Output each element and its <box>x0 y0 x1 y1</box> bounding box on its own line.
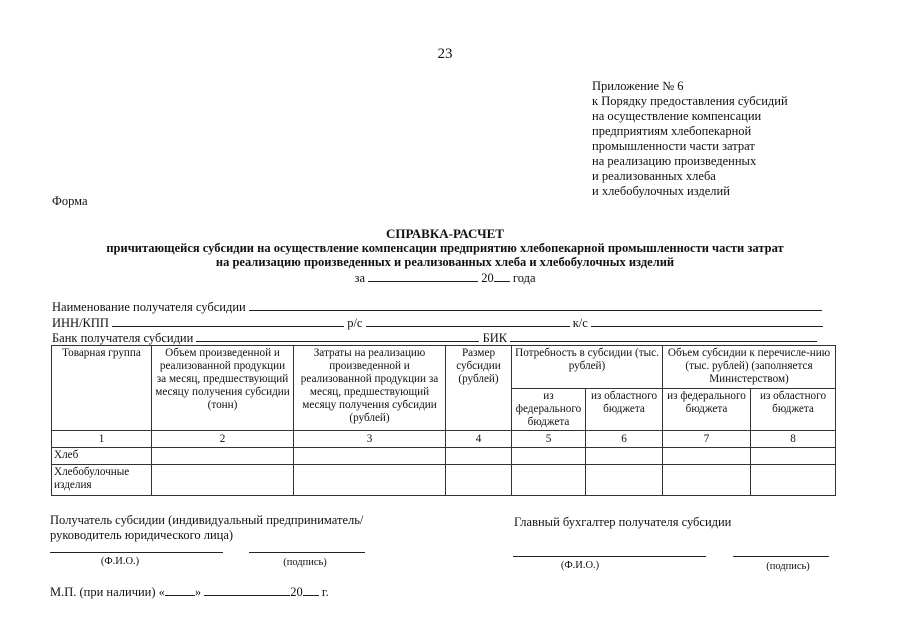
date-close-quote: » <box>194 585 202 599</box>
table-row <box>52 448 836 465</box>
table-cell[interactable] <box>512 448 586 465</box>
column-number: 2 <box>152 431 294 448</box>
table-cell[interactable] <box>446 465 512 496</box>
column-number: 8 <box>751 431 836 448</box>
table-cell[interactable] <box>294 465 446 496</box>
header-costs: Затраты на реализацию произведенной и реализованной продукции за месяц, предшествующий месяцу получения субсидии (рублей) <box>294 346 446 431</box>
appendix-line: на осуществление компенсации <box>592 109 762 123</box>
header-product-group: Товарная группа <box>52 346 152 431</box>
recipient-signature-line[interactable] <box>249 552 365 553</box>
bank-row <box>52 330 817 346</box>
column-number: 3 <box>294 431 446 448</box>
row-label-bakery-products: Хлебобулочные изделия <box>52 465 152 496</box>
bank-blank[interactable] <box>196 330 479 342</box>
account-blank[interactable] <box>366 315 570 327</box>
column-number: 6 <box>586 431 663 448</box>
header-transfer-regional: из областного бюджета <box>751 389 836 431</box>
row-label-bread: Хлеб <box>52 448 152 465</box>
inn-kpp-label: ИНН/КПП <box>52 316 109 330</box>
table-cell[interactable] <box>751 465 836 496</box>
page-number: 23 <box>437 46 453 62</box>
table-cell[interactable] <box>663 465 751 496</box>
stamp-date-line <box>50 584 329 600</box>
recipient-name-label: Наименование получателя субсидии <box>52 300 246 314</box>
account-label: р/с <box>347 316 363 330</box>
recipient-name-blank[interactable] <box>249 299 822 311</box>
form-label: Форма <box>52 194 88 208</box>
table-cell[interactable] <box>663 448 751 465</box>
table-cell[interactable] <box>586 448 663 465</box>
table-cell[interactable] <box>586 465 663 496</box>
header-transfer-federal: из федерального бюджета <box>663 389 751 431</box>
header-subsidy-size: Размер субсидии (рублей) <box>446 346 512 431</box>
bank-label: Банк получателя субсидии <box>52 331 194 345</box>
document-subtitle-line-1: причитающейся субсидии на осуществление компенсации предприятию хлебопекарной промышленности части затрат <box>106 241 784 255</box>
recipient-fio-line[interactable] <box>50 552 223 553</box>
appendix-line: и реализованных хлеба <box>592 169 716 183</box>
table-cell[interactable] <box>512 465 586 496</box>
period-prefix: за <box>354 271 365 285</box>
header-volume: Объем произведенной и реализованной продукции за месяц, предшествующий месяцу получения субсидии (тонн) <box>152 346 294 431</box>
period-month-blank[interactable] <box>368 270 478 282</box>
date-open-quote: « <box>158 585 165 599</box>
column-number: 4 <box>446 431 512 448</box>
period-line <box>0 270 890 286</box>
table-cell[interactable] <box>751 448 836 465</box>
date-year-prefix: 20 <box>290 585 303 599</box>
title-block <box>0 226 890 286</box>
document-title: СПРАВКА-РАСЧЕТ <box>386 226 504 241</box>
period-year-prefix: 20 <box>481 271 494 285</box>
recipient-name-row <box>52 299 822 315</box>
appendix-reference <box>592 79 788 199</box>
date-year-suffix: г. <box>321 585 329 599</box>
recipient-fio-caption: (Ф.И.О.) <box>100 556 140 567</box>
date-day-blank[interactable] <box>165 584 195 596</box>
appendix-line: и хлебобулочных изделий <box>592 184 730 198</box>
date-year-blank[interactable] <box>303 584 319 596</box>
bik-label: БИК <box>482 331 508 345</box>
column-number: 5 <box>512 431 586 448</box>
column-number: 7 <box>663 431 751 448</box>
header-need-regional: из областного бюджета <box>586 389 663 431</box>
accountant-fio-caption: (Ф.И.О.) <box>560 560 600 571</box>
appendix-line: предприятиям хлебопекарной <box>592 124 752 138</box>
table-cell[interactable] <box>294 448 446 465</box>
table-cell[interactable] <box>152 448 294 465</box>
appendix-line: на реализацию произведенных <box>592 154 757 168</box>
date-month-blank[interactable] <box>204 584 290 596</box>
accountant-signature-caption: (подпись) <box>766 561 810 572</box>
table-cell[interactable] <box>446 448 512 465</box>
stamp-label: М.П. (при наличии) <box>50 585 156 599</box>
appendix-line: промышленности части затрат <box>592 139 755 153</box>
accountant-signature-line[interactable] <box>733 556 829 557</box>
header-need-federal: из федерального бюджета <box>512 389 586 431</box>
corr-account-label: к/с <box>572 316 588 330</box>
subsidy-table <box>51 345 836 496</box>
inn-kpp-row <box>52 315 823 331</box>
period-suffix: года <box>512 271 536 285</box>
accountant-fio-line[interactable] <box>513 556 706 557</box>
appendix-line: к Порядку предоставления субсидий <box>592 94 788 108</box>
appendix-line: Приложение № 6 <box>592 79 684 93</box>
column-number: 1 <box>52 431 152 448</box>
inn-kpp-blank[interactable] <box>112 315 344 327</box>
recipient-signature-label: Получатель субсидии (индивидуальный предприниматель/ руководитель юридического лица) <box>50 513 364 542</box>
accountant-signature-label: Главный бухгалтер получателя субсидии <box>514 515 732 529</box>
header-transfer: Объем субсидии к перечисле-нию (тыс. рублей) (заполняется Министерством) <box>663 346 836 389</box>
recipient-signature-caption: (подпись) <box>283 557 327 568</box>
period-year-blank[interactable] <box>494 270 510 282</box>
table-row <box>52 465 836 496</box>
corr-account-blank[interactable] <box>591 315 823 327</box>
document-subtitle-line-2: на реализацию произведенных и реализованных хлеба и хлебобулочных изделий <box>215 255 675 269</box>
header-need: Потребность в субсидии (тыс. рублей) <box>512 346 663 389</box>
table-cell[interactable] <box>152 465 294 496</box>
bik-blank[interactable] <box>510 330 817 342</box>
